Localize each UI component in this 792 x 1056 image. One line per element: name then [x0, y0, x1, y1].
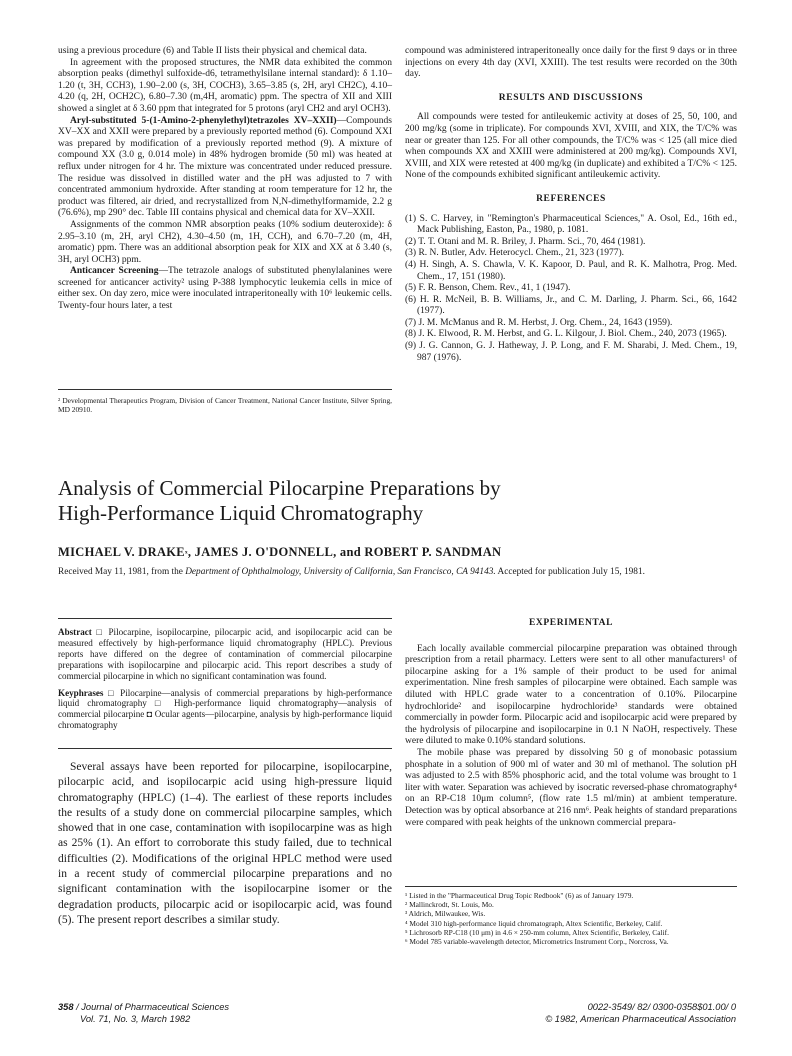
reference-item: (4) H. Singh, A. S. Chawla, V. K. Kapoor, D. Paul, and R. K. Malhotra, Prog. Med. Chem., 17, 151 (1980).: [405, 259, 737, 282]
corresponding-author-mark: ˣ: [184, 548, 188, 558]
references-list: [405, 214, 737, 365]
references-heading: REFERENCES: [536, 193, 606, 204]
reference-item: (8) J. K. Elwood, R. M. Herbst, and G. L. Kilgour, J. Biol. Chem., 240, 2073 (1965).: [405, 329, 727, 340]
article-title: [58, 476, 698, 526]
prev-left-p2: In agreement with the proposed structures, the NMR data exhibited the common absorption peaks (dimethyl sulfoxide-d6, tetramethylsilane internal standard): δ 1.10–1.20 (t, 3H, CCH3), 1.90–2.00 (s, 3H, COCH3), 3.65–3.85 (s, 2H, aryl CH2C), 4.10–4.20 (q, 2H, OCH2C), 6.80–7.30 (m,4H, aromatic) ppm. The spectra of XII and XIII showed a singlet at δ 3.60 ppm that integrated for 5 protons (aryl CH2 and aryl OCH3).: [58, 57, 392, 114]
intro-column: [58, 760, 392, 928]
footnote-item: ⁶ Model 785 variable-wavelength detector, Micrometrics Instrument Corp., Norcross, Va.: [405, 937, 669, 947]
abstract-box: [58, 618, 392, 749]
reference-item: (7) J. M. McManus and R. M. Herbst, J. Org. Chem., 24, 1643 (1959).: [405, 317, 673, 328]
prev-left-p1: using a previous procedure (6) and Table II lists their physical and chemical data.: [58, 46, 367, 56]
author-line: [58, 545, 501, 560]
screening-subheading: Anticancer Screening: [70, 266, 159, 277]
reference-item: (3) R. N. Butler, Adv. Heterocycl. Chem., 21, 323 (1977).: [405, 248, 625, 259]
footnote-item: ³ Aldrich, Milwaukee, Wis.: [405, 909, 486, 919]
experimental-p1: Each locally available commercial pilocarpine preparation was obtained through prescription from a retail pharmacy. Letters were sent to all other manufacturers¹ of pilocarpine asking for a 1% sample of their product to be used for animal experimentation. Nine fresh samples of pilocarpine were obtained. Each sample was diluted with HPLC grade water to a concentration of 0.10%. Pilocarpine hydrochloride² and isopilocarpine hydrochloride³ standards were obtained commercially in powder form. Pilocarpic acid and isopilocarpic acid were prepared by the hydrolysis of pilocarpine and isopilocarpine in 0.1 N NaOH, respectively. These were diluted to make 0.10% standard solutions.: [405, 643, 737, 747]
abstract-text: Pilocarpine, isopilocarpine, pilocarpic acid, and isopilocarpic acid can be measured effectively by high-performance liquid chromatography (HPLC). Previous reports have differed on the degree of contamination of commercial pilocarpine preparations with isopilocarpine and pilocarpic acid. This report describes a study of commercial pilocarpine in which no significant contamination was found.: [58, 627, 392, 681]
journal-volume: Vol. 71, No. 3, March 1982: [80, 1013, 191, 1024]
footer-left: [58, 1002, 229, 1025]
reference-item: (6) H. R. McNeil, B. B. Williams, Jr., and C. M. Darling, J. Pharm. Sci., 66, 1642 (1977).: [405, 294, 737, 317]
received-date: Received May 11, 1981, from the: [58, 567, 186, 577]
reference-item: (9) J. G. Cannon, G. J. Hatheway, J. P. Long, and F. M. Sharabi, J. Med. Chem., 19, 987 (1976).: [405, 341, 737, 363]
reference-item: (1) S. C. Harvey, in "Remington's Pharmaceutical Sciences," A. Osol, Ed., 16th ed., Mack Publishing, Easton, Pa., 1980, p. 1081.: [405, 213, 737, 236]
box-glyph: □: [107, 687, 116, 698]
experimental-heading: EXPERIMENTAL: [528, 618, 614, 628]
prev-left-p3: [58, 116, 392, 220]
prev-left-p5: [58, 266, 392, 312]
prev-footnote: ² Developmental Therapeutics Program, Division of Cancer Treatment, National Cancer Institute, Silver Spring, MD 20910.: [58, 396, 392, 415]
abstract-content: [58, 619, 392, 731]
page-number: 358: [58, 1002, 74, 1012]
footnote-item: ¹ Listed in the "Pharmaceutical Drug Topic Redbook" (6) as of January 1979.: [405, 891, 634, 900]
journal-name: / Journal of Pharmaceutical Sciences: [73, 1002, 230, 1012]
abstract-paragraph: [58, 627, 392, 682]
footnote-item: ² Mallinckrodt, St. Louis, Mo.: [405, 900, 494, 910]
prev-footnote-rule: [58, 389, 392, 390]
footnote-item: ⁴ Model 310 high-performance liquid chromatograph, Altex Scientific, Berkeley, Calif.: [405, 918, 663, 928]
screening-text: —The tetrazole analogs of substituted phenylalanines were screened for anticancer activity² using P-388 lymphocytic leukemia cells in mice of either sex. On day zero, mice were inoculated intraperitoneally with 10⁶ leukemic cells. Twenty-four hours later, a test: [58, 266, 392, 312]
tetrazole-subheading: Aryl-substituted 5-(1-Amino-2-phenylethyl)tetrazoles XV–XXII): [70, 115, 337, 126]
reference-item: (5) F. R. Benson, Chem. Rev., 41, 1 (1947).: [405, 283, 571, 294]
author-others: , JAMES J. O'DONNELL, and ROBERT P. SANDMAN: [187, 545, 502, 559]
copyright: © 1982, American Pharmaceutical Association: [545, 1013, 736, 1024]
footnote-item: ⁵ Lichrosorb RP-C18 (10 μm) in 4.6 × 250-mm column, Altex Scientific, Berkeley, Calif.: [405, 927, 669, 937]
received-line: [58, 567, 734, 578]
keyphrases-label: Keyphrases: [58, 687, 104, 698]
keyphrases-paragraph: [58, 688, 392, 732]
tetrazole-text: —Compounds XV–XX and XXII were prepared by a previously reported method (6). Compound XXI was prepared by modification of a previously reported method (9). A mixture of compound XX (3.0 g, 0.014 mole) in 48% hydrogen bromide (50 ml) was heated at reflux under nitrogen for 4 hr. The mixture was concentrated under reduced pressure. The residue was dissolved in distilled water and the pH was adjusted to 7 with concentrated ammonium hydroxide. After standing at room temperature for 12 hr, the product was filtered, air dried, and recrystallized from N,N-dimethylformamide, 2.2 g (76.6%), mp 290° dec. Table III contains physical and chemical data for XV–XXII.: [58, 115, 392, 219]
received-affiliation: Department of Ophthalmology, University of California, San Francisco, CA 94143.: [185, 567, 496, 577]
abstract-label: Abstract: [58, 627, 92, 637]
prev-right-column: [405, 46, 737, 364]
experimental-p2: The mobile phase was prepared by dissolving 50 g of monobasic potassium phosphate in a solution of 900 ml of water and 30 ml of methanol. The solution pH was adjusted to 2.5 with 85% phosphoric acid, and the total volume was brought to 1 liter with water. Separation was achieved by isocratic reversed-phase chromatography⁴ on an RP-C18 10μm column⁵, (flow rate 1.5 ml/min) at ambient temperature. Detection was by optical absorbance at 216 nm⁶. Peak heights of standard preparations were compared with peak heights of the unknown commercial prepara-: [405, 747, 737, 828]
experimental-column: [405, 612, 737, 829]
title-line-2: High-Performance Liquid Chromatography: [58, 501, 424, 525]
results-heading: RESULTS AND DISCUSSIONS: [498, 92, 644, 103]
results-text: All compounds were tested for antileukemic activity at doses of 25, 50, 100, and 200 mg/kg (some in triplicate). For compounds XVI, XVIII, and XIX, the T/C% was near or greater than 125. For all other compounds, the T/C% was < 125 (all mice died when compounds XX and XXIII were administered at 200 mg/kg). Compounds XVI, XVIII, and XIX were retested at 400 mg/kg (in duplicate) and exhibited a T/C% < 125. None of the compounds exhibited significant antileukemic activity.: [405, 112, 737, 181]
footnote-rule: [405, 886, 737, 887]
prev-right-p1: compound was administered intraperitoneally once daily for the first 9 days or in three injections on every 4th day (XVI, XXIII). The test results were recorded on the 30th day.: [405, 46, 737, 80]
author-drake: MICHAEL V. DRAKE: [58, 545, 185, 559]
accepted-date: Accepted for publication July 15, 1981.: [495, 567, 645, 577]
keyphrases-text: Pilocarpine—analysis of commercial preparations by high-performance liquid chromatography □ High-performance liquid chromatography—analysis of commercial pilocarpine ◘ Ocular agents—pilocarpine, analysis by high-performance liquid chromatography: [58, 687, 392, 731]
footer-right: [545, 1002, 736, 1025]
footer-journal: [58, 1002, 229, 1014]
prev-left-column: [58, 46, 392, 313]
intro-paragraph: Several assays have been reported for pilocarpine, isopilocarpine, pilocarpic acid, and isopilocarpic acid using high-pressure liquid chromatography (HPLC) (1–4). The earliest of these reports includes the results of a study done on commercial pilocarpine samples, which showed that in one case, contamination with isopilocarpine was as high as 25% (1). An effort to corroborate this study failed, due to technical difficulties (2). Modifications of the original HPLC method were used in a recent study of commercial pilocarpine preparations and no significant contamination with the isopilocarpine isomer or the degradation products, pilocarpic acid or isopilocarpic acid, was found (5). The present report describes a similar study.: [58, 761, 392, 926]
prev-left-p4: Assignments of the common NMR absorption peaks (10% sodium deuteroxide): δ 2.95–3.10 (m, 2H, aryl CH2), 4.30–4.50 (m, 1H, CCH), and 6.70–7.20 (m, 4H, aromatic) ppm. There was an additional absorption peak for XIX and XX at δ 3.40 (s, 3H, aryl OCH3) ppm.: [58, 219, 392, 265]
box-glyph: □: [96, 627, 105, 637]
article-code: 0022-3549/ 82/ 0300-0358$01.00/ 0: [587, 1002, 736, 1012]
reference-item: (2) T. T. Otani and M. R. Briley, J. Pharm. Sci., 70, 464 (1981).: [405, 236, 646, 247]
title-line-1: Analysis of Commercial Pilocarpine Preparations by: [58, 476, 501, 500]
footnotes: [405, 891, 737, 946]
